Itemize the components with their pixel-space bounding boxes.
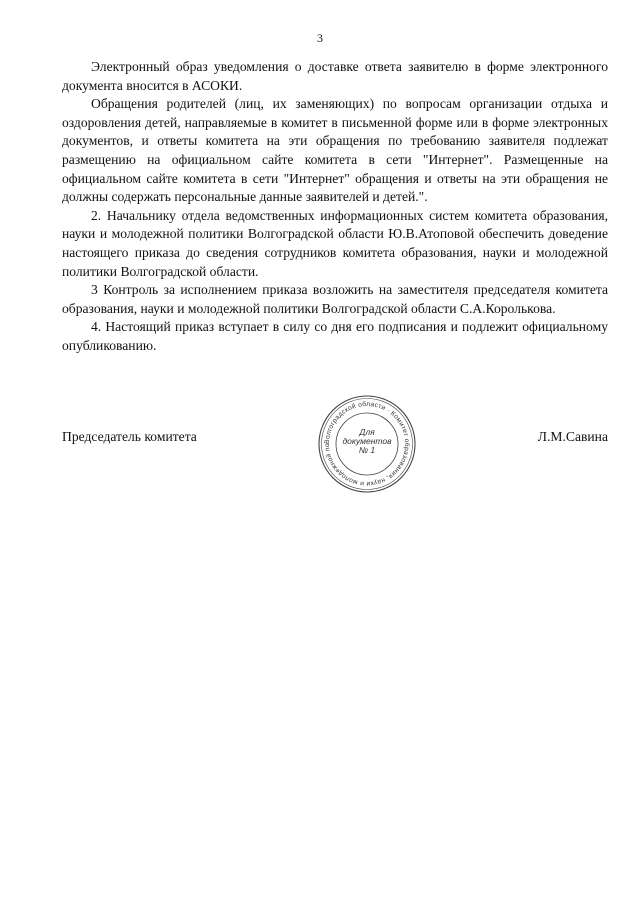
seal-center-line-2: документов — [342, 436, 392, 446]
paragraph-appeals: Обращения родителей (лиц, их заменяющих) по вопросам организации отдыха и оздоровления детей, направляемые в комитет в письменной форме или в форме электронных документов, и ответы комитета на эти обращения по требованию заявителя подлежат размещению на официальном сайте комитета в сети "Интернет". Размещенные на официальном сайте комитета в сети "Интернет" обращения и ответы на эти обращения не должны содержать персональные данные заявителей и детей.". — [62, 96, 608, 205]
seal-center-line-1: Для — [359, 427, 375, 437]
paragraph-notification: Электронный образ уведомления о доставке ответа заявителю в форме электронного документа вносится в АСОКИ. — [62, 59, 608, 93]
paragraph-item-4: 4. Настоящий приказ вступает в силу со дня его подписания и подлежит официальному опубликованию. — [62, 319, 608, 353]
signatory-position: Председатель комитета — [62, 429, 197, 444]
seal-center-line-3: № 1 — [358, 445, 376, 455]
page-number: 3 — [317, 31, 323, 45]
paragraph-item-2: 2. Начальнику отдела ведомственных информационных систем комитета образования, науки и молодежной политики Волгоградской области Ю.В.Атоповой обеспечить доведение настоящего приказа до сведения сотрудников комитета образования, науки и молодежной политики Волгоградской области. — [62, 207, 608, 279]
signatory-name: Л.М.Савина — [537, 429, 608, 444]
paragraph-item-3: 3 Контроль за исполнением приказа возложить на заместителя председателя комитета образования, науки и молодежной политики Волгоградской области С.А.Королькова. — [62, 282, 608, 316]
document-body — [62, 58, 608, 356]
seal-ring-text: Волгоградской области · Комитет образования, науки и молодежной по — [323, 400, 411, 488]
official-seal — [317, 394, 417, 494]
seal-center-text — [317, 428, 417, 455]
